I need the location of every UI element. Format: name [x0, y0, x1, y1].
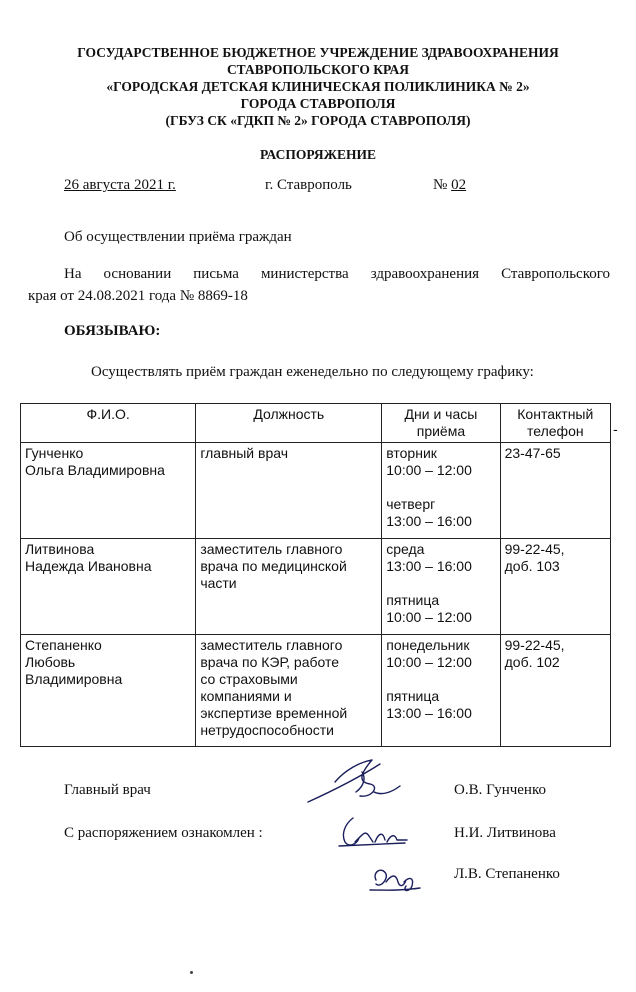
- cell-phone: 23-47-65: [500, 443, 610, 539]
- document-date: 26 августа 2021 г.: [64, 177, 176, 193]
- document-type: РАСПОРЯЖЕНИЕ: [259, 147, 377, 162]
- litvinova-signature: [335, 812, 415, 852]
- stepanenko-signature: [366, 860, 426, 896]
- basis-line-1: [64, 266, 610, 283]
- cell-schedule: среда 13:00 – 16:00 пятница 10:00 – 12:00: [382, 539, 500, 635]
- basis-word: министерства: [260, 266, 349, 282]
- header-name: Ф.И.О.: [21, 404, 196, 443]
- chief-signature: [300, 752, 410, 812]
- instruction-text: Осуществлять приём граждан еженедельно по следующему графику:: [91, 364, 534, 380]
- table-row: [21, 539, 611, 635]
- basis-word: основании: [103, 266, 172, 282]
- document-subject: Об осуществлении приёма граждан: [64, 229, 292, 245]
- table-row: [21, 635, 611, 747]
- header-days: Дни и часы приёма: [382, 404, 500, 443]
- org-name-line-3: «ГОРОДСКАЯ ДЕТСКАЯ КЛИНИЧЕСКАЯ ПОЛИКЛИНИКА № 2»: [106, 79, 530, 94]
- cell-name: Литвинова Надежда Ивановна: [21, 539, 196, 635]
- chief-name: О.В. Гунченко: [454, 782, 546, 798]
- cell-schedule: понедельник 10:00 – 12:00 пятница 13:00 – 16:00: [382, 635, 500, 747]
- scan-speck: [190, 971, 193, 974]
- document-number: [433, 177, 466, 194]
- chief-label: Главный врач: [64, 782, 151, 798]
- basis-word: На: [64, 266, 82, 282]
- org-name-line-2: СТАВРОПОЛЬСКОГО КРАЯ: [226, 62, 410, 77]
- cell-phone: 99-22-45, доб. 103: [500, 539, 610, 635]
- acknowledgement-label: С распоряжением ознакомлен :: [64, 825, 263, 841]
- basis-word: письма: [193, 266, 239, 282]
- basis-word: Ставропольского: [501, 266, 610, 282]
- basis-word: здравоохранения: [370, 266, 480, 282]
- cell-name: Гунченко Ольга Владимировна: [21, 443, 196, 539]
- cell-position: заместитель главного врача по медицинской части: [196, 539, 382, 635]
- table-header-row: [21, 404, 611, 443]
- org-name-line-1: ГОСУДАРСТВЕННОЕ БЮДЖЕТНОЕ УЧРЕЖДЕНИЕ ЗДРАВООХРАНЕНИЯ: [77, 45, 559, 60]
- org-name-line-5: (ГБУЗ СК «ГДКП № 2» ГОРОДА СТАВРОПОЛЯ): [165, 113, 471, 128]
- cell-position: главный врач: [196, 443, 382, 539]
- ack-name-1: Н.И. Литвинова: [454, 825, 556, 841]
- header-contact: Контактный телефон: [500, 404, 610, 443]
- cell-phone: 99-22-45, доб. 102: [500, 635, 610, 747]
- cell-name: Степаненко Любовь Владимировна: [21, 635, 196, 747]
- cell-schedule: вторник 10:00 – 12:00 четверг 13:00 – 16:00: [382, 443, 500, 539]
- ack-name-2: Л.В. Степаненко: [454, 866, 560, 882]
- schedule-table: [20, 403, 611, 747]
- basis-line-2: края от 24.08.2021 года № 8869-18: [28, 288, 248, 304]
- margin-mark: -: [613, 421, 618, 437]
- table-row: [21, 443, 611, 539]
- cell-position: заместитель главного врача по КЭР, работе со страховыми компаниями и экспертизе временной нетрудоспособности: [196, 635, 382, 747]
- document-city: г. Ставрополь: [265, 177, 352, 193]
- order-word: ОБЯЗЫВАЮ:: [64, 323, 161, 339]
- header-position: Должность: [196, 404, 382, 443]
- number-prefix: №: [433, 177, 448, 193]
- number-value: 02: [451, 177, 467, 193]
- org-name-line-4: ГОРОДА СТАВРОПОЛЯ: [240, 96, 396, 111]
